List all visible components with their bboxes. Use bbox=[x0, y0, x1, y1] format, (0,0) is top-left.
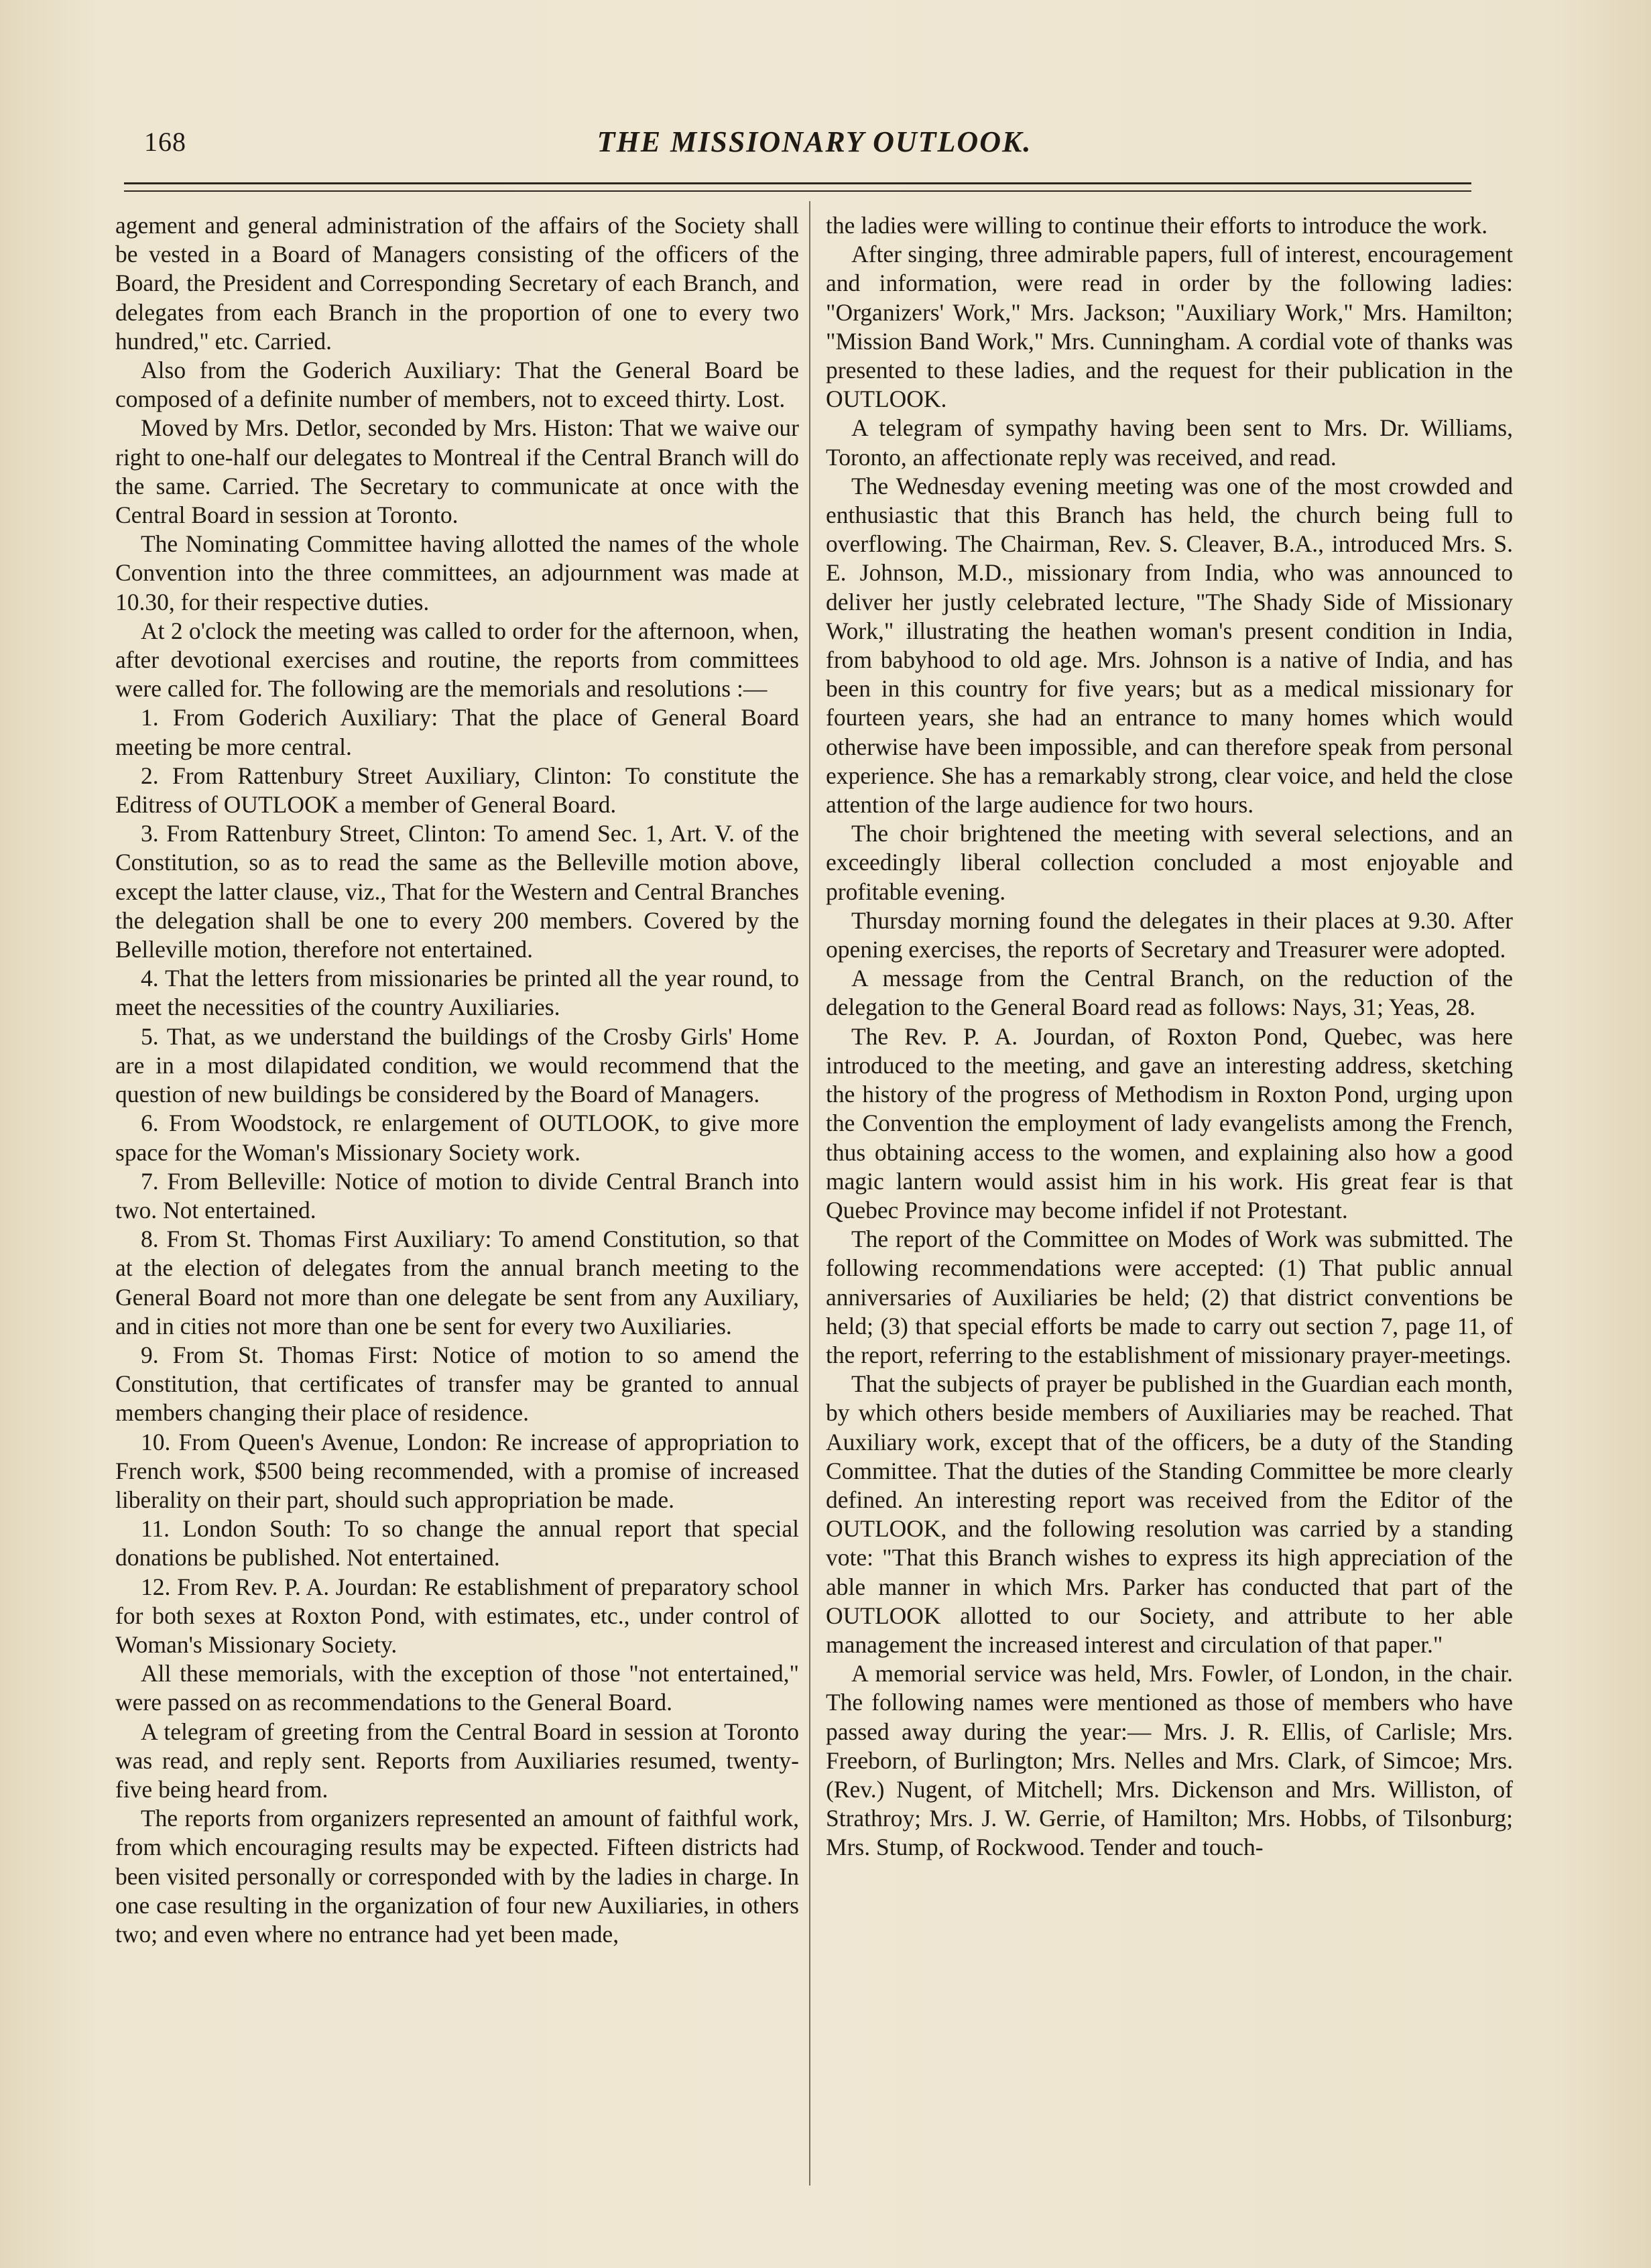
paragraph: All these memorials, with the exception of those "not entertained," were passed on as recommendations to the General Board. bbox=[115, 1660, 799, 1716]
memorial-item: 10. From Queen's Avenue, London: Re increase of appropriation to French work, $500 being recommended, with a promise of increased liberality on their part, should such appropriation be made. bbox=[115, 1428, 799, 1513]
paragraph: Thursday morning found the delegates in their places at 9.30. After opening exercises, the reports of Secretary and Treasurer were adopted. bbox=[826, 906, 1513, 963]
memorial-item: 1. From Goderich Auxiliary: That the place of General Board meeting be more central. bbox=[115, 704, 799, 760]
memorial-item: 5. That, as we understand the buildings of the Crosby Girls' Home are in a most dilapidated condition, we would recommend that the question of new buildings be considered by the Board of Managers. bbox=[115, 1022, 799, 1108]
paragraph: A memorial service was held, Mrs. Fowler, of London, in the chair. The following names were mentioned as those of members who have passed away during the year:— Mrs. J. R. Ellis, of Carlisle; Mrs. Freeborn, of Burlington; Mrs. Nelles and Mrs. Clark, of Simcoe; Mrs. (Rev.) Nugent, of Mitchell; Mrs. Dickenson and Mrs. Williston, of Strathroy; Mrs. J. W. Gerrie, of Hamilton; Mrs. Hobbs, of Tilsonburg; Mrs. Stump, of Rockwood. Tender and touch- bbox=[826, 1660, 1513, 1861]
memorial-item: 7. From Belleville: Notice of motion to divide Central Branch into two. Not entertained. bbox=[115, 1167, 799, 1223]
paragraph: At 2 o'clock the meeting was called to order for the afternoon, when, after devotional exercises and routine, the reports from committees were called for. The following are the memorials and resolutions :— bbox=[115, 617, 799, 703]
memorial-item: 4. That the letters from missionaries be printed all the year round, to meet the necessities of the country Auxiliaries. bbox=[115, 965, 799, 1021]
paragraph: the ladies were willing to continue their efforts to introduce the work. bbox=[826, 212, 1488, 239]
journal-title: THE MISSIONARY OUTLOOK. bbox=[597, 125, 1032, 158]
paragraph: Also from the Goderich Auxiliary: That the General Board be composed of a definite number of members, not to exceed thirty. Lost. bbox=[115, 357, 799, 413]
memorial-item: 8. From St. Thomas First Auxiliary: To amend Constitution, so that at the election of delegates from the annual branch meeting to the General Board not more than one delegate be sent from any Auxiliary, and in cities not more than one be sent for every two Auxiliaries. bbox=[115, 1226, 799, 1339]
paragraph: After singing, three admirable papers, full of interest, encouragement and information, were read in order by the following ladies: "Organizers' Work," Mrs. Jackson; "Auxiliary Work," Mrs. Hamilton; "Mission Band Work," Mrs. Cunningham. A cordial vote of thanks was presented to these ladies, and the request for their publication in the OUTLOOK. bbox=[826, 241, 1513, 413]
paragraph: A message from the Central Branch, on the reduction of the delegation to the General Board read as follows: Nays, 31; Yeas, 28. bbox=[826, 965, 1513, 1021]
header-rule-top bbox=[124, 182, 1471, 184]
paragraph: Moved by Mrs. Detlor, seconded by Mrs. Histon: That we waive our right to one-half our delegates to Montreal if the Central Branch will do the same. Carried. The Secretary to communicate at once with the Central Board in session at Toronto. bbox=[115, 414, 799, 529]
memorial-item: 3. From Rattenbury Street, Clinton: To amend Sec. 1, Art. V. of the Constitution, so as to read the same as the Belleville motion above, except the latter clause, viz., That for the Western and Central Branches the delegation shall be one to every 200 members. Covered by the Belleville motion, therefore not entertained. bbox=[115, 820, 799, 963]
left-column bbox=[115, 211, 799, 1949]
paragraph: The Rev. P. A. Jourdan, of Roxton Pond, Quebec, was here introduced to the meeting, and gave an interesting address, sketching the history of the progress of Methodism in Roxton Pond, urging upon the Convention the employment of lady evangelists among the French, thus obtaining access to the women, and explaining also how a good magic lantern would assist him in his work. His great fear is that Quebec Province may become infidel if not Protestant. bbox=[826, 1022, 1513, 1223]
memorial-item: 6. From Woodstock, re enlargement of OUTLOOK, to give more space for the Woman's Missionary Society work. bbox=[115, 1110, 799, 1166]
page-number: 168 bbox=[144, 127, 186, 157]
memorial-item: 2. From Rattenbury Street Auxiliary, Clinton: To constitute the Editress of OUTLOOK a member of General Board. bbox=[115, 762, 799, 819]
page-header bbox=[144, 121, 1485, 174]
header-rule-bottom bbox=[124, 190, 1471, 192]
memorial-item: 9. From St. Thomas First: Notice of motion to so amend the Constitution, that certificates of transfer may be granted to annual members changing their place of residence. bbox=[115, 1341, 799, 1427]
paragraph: The report of the Committee on Modes of Work was submitted. The following recommendations were accepted: (1) That public annual anniversaries of Auxiliaries be held; (2) that district conventions be held; (3) that special efforts be made to carry out section 7, page 11, of the report, referring to the establishment of missionary prayer-meetings. bbox=[826, 1226, 1513, 1368]
paragraph: The Nominating Committee having allotted the names of the whole Convention into the three committees, an adjournment was made at 10.30, for their respective duties. bbox=[115, 530, 799, 615]
paragraph: The choir brightened the meeting with several selections, and an exceedingly liberal collection concluded a most enjoyable and profitable evening. bbox=[826, 820, 1513, 905]
paragraph: A telegram of greeting from the Central Board in session at Toronto was read, and reply sent. Reports from Auxiliaries resumed, twenty-five being heard from. bbox=[115, 1718, 799, 1803]
right-column bbox=[826, 211, 1513, 1862]
paragraph: That the subjects of prayer be published in the Guardian each month, by which others beside members of Auxiliaries may be reached. That Auxiliary work, except that of the officers, be a duty of the Standing Committee. That the duties of the Standing Committee be more clearly defined. An interesting report was received from the Editor of the OUTLOOK, and the following resolution was carried by a standing vote: "That this Branch wishes to express its high appreciation of the able manner in which Mrs. Parker has conducted that part of the OUTLOOK allotted to our Society, and attribute to her able management the increased interest and circulation of that paper." bbox=[826, 1370, 1513, 1658]
column-divider bbox=[809, 201, 810, 2186]
memorial-item: 12. From Rev. P. A. Jourdan: Re establishment of preparatory school for both sexes at Roxton Pond, with estimates, etc., under control of Woman's Missionary Society. bbox=[115, 1573, 799, 1658]
paragraph: agement and general administration of the affairs of the Society shall be vested in a Board of Managers consisting of the officers of the Board, the President and Corresponding Secretary of each Branch, and delegates from each Branch in the proportion of one to every two hundred," etc. Carried. bbox=[115, 212, 799, 355]
paragraph: The reports from organizers represented an amount of faithful work, from which encouraging results may be expected. Fifteen districts had been visited personally or corresponded with by the ladies in charge. In one case resulting in the organization of four new Auxiliaries, in others two; and even where no entrance had yet been made, bbox=[115, 1805, 799, 1948]
memorial-item: 11. London South: To so change the annual report that special donations be published. Not entertained. bbox=[115, 1515, 799, 1571]
paragraph: The Wednesday evening meeting was one of the most crowded and enthusiastic that this Branch has held, the church being full to overflowing. The Chairman, Rev. S. Cleaver, B.A., introduced Mrs. S. E. Johnson, M.D., missionary from India, who was announced to deliver her justly celebrated lecture, "The Shady Side of Missionary Work," illustrating the heathen woman's present condition in India, from babyhood to old age. Mrs. Johnson is a native of India, and has been in this country for five years; but as a medical missionary for fourteen years, she had an entrance to many homes which would otherwise have been impossible, and can therefore speak from personal experience. She has a remarkably strong, clear voice, and held the close attention of the large audience for two hours. bbox=[826, 472, 1513, 819]
paragraph: A telegram of sympathy having been sent to Mrs. Dr. Williams, Toronto, an affectionate reply was received, and read. bbox=[826, 414, 1513, 471]
